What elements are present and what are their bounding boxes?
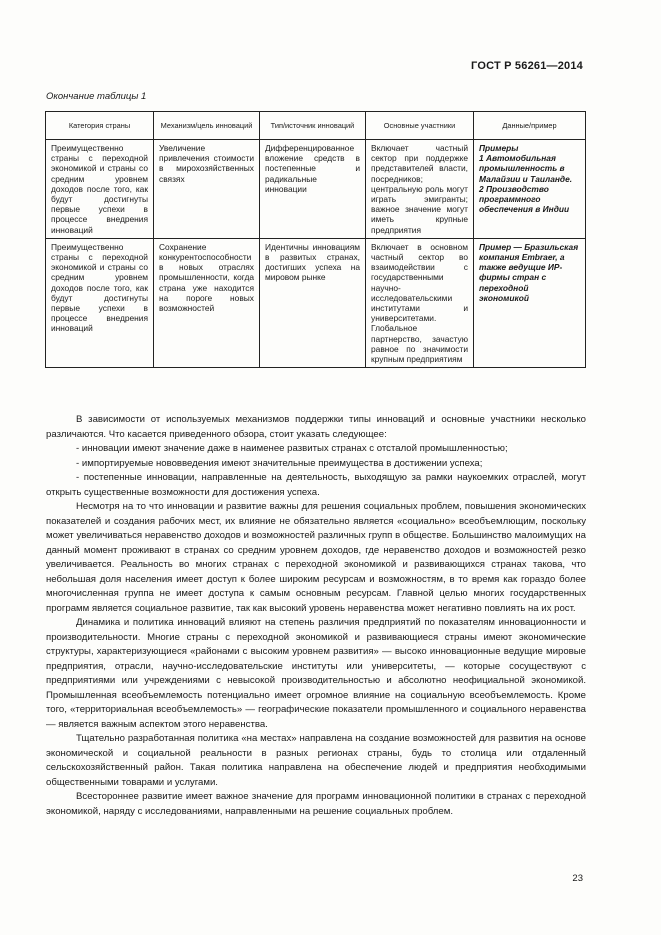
column-header: Тип/источник инноваций — [260, 112, 366, 140]
table-caption: Окончание таблицы 1 — [46, 91, 147, 102]
table-cell-type: Дифференцированное вложение средств в постепенные и радикальные инновации — [260, 140, 366, 239]
column-header: Категория страны — [46, 112, 154, 140]
bullet-item: - постепенные инновации, направленные на деятельность, выходящую за рамки наукоемких отраслей, могут открыть существенные возможности для достижения успеха. — [46, 472, 586, 498]
table-cell-category: Преимущественно страны с переходной экономикой и страны со средним уровнем доходов после того, как будут достигнуты первые успехи в процессе внедрения инноваций — [46, 238, 154, 367]
bullet-item: - импортируемые нововведения имеют значительные преимущества в достижении успеха; — [76, 457, 483, 469]
innovation-table — [45, 111, 586, 368]
table-row — [46, 238, 586, 367]
paragraph: Всестороннее развитие имеет важное значение для программ инновационной политики в странах с переходной экономикой, наряду с исследованиями, направленными на решение социальных проблем. — [46, 791, 586, 817]
page-number: 23 — [572, 873, 583, 884]
table-cell-participants: Включает в основном частный сектор во взаимодействии с государственными научно-исследовательскими институтами и университетами. Глобальное партнерство, зачастую равное по значимости крупным предприятиям — [366, 238, 474, 367]
paragraph: Тщательно разработанная политика «на местах» направлена на создание возможностей для развития на основе экономической и социальной реальности в разных регионах страны, будь то столица или отдаленный сельскохозяйственный район. Такая политика направлена на обеспечение людей и предприятия необходимыми общественными товарами и услугами. — [46, 733, 586, 788]
column-header: Основные участники — [366, 112, 474, 140]
table-cell-example: Примеры 1 Автомобильная промышленность в Малайзии и Таиланде. 2 Производство программного обеспечения в Индии — [474, 140, 586, 239]
paragraph: В зависимости от используемых механизмов поддержки типы инноваций и основные участники несколько различаются. Что касается приведенного обзора, стоит указать следующее: — [46, 414, 586, 440]
column-header: Данные/пример — [474, 112, 586, 140]
table-row — [46, 140, 586, 239]
body-text — [46, 413, 586, 819]
paragraph: Несмотря на то что инновации и развитие важны для решения социальных проблем, повышения экономических показателей и создания рабочих мест, их влияние не обязательно является «социально» всеобъемлющим, поскольку может увеличиваться неравенство доходов и возможностей различных групп в обществе. Большинство малоимущих на данный момент проживают в странах со средним уровнем доходов, где неравенство доходов и возможностей резко увеличивается. Реальность во многих странах с переходной экономикой и развивающихся странах такова, что небольшая доля населения имеет доступ к более широким ресурсам и возможностям, в то время как гораздо более многочисленная группа не имеет доступа к самым основным ресурсам. Главной целью многих государственных программ является социальное развитие, так как высокий уровень неравенства может негативно повлиять на их рост. — [46, 501, 586, 614]
bullet-item: - инновации имеют значение даже в наименее развитых странах с отсталой промышленностью; — [76, 443, 508, 454]
document-header: ГОСТ Р 56261—2014 — [471, 60, 583, 72]
table-header-row — [46, 112, 586, 140]
table-cell-category: Преимущественно страны с переходной экономикой и страны со средним уровнем доходов после того, как будут достигнуты первые успехи в процессе внедрения инноваций — [46, 140, 154, 239]
table-cell-type: Идентичны инновациям в развитых странах, достигших успеха на мировом рынке — [260, 238, 366, 367]
table-cell-example: Пример — Бразильская компания Embraer, а также ведущие ИР-фирмы стран с переходной экономикой — [474, 238, 586, 367]
table-cell-mechanism: Сохранение конкурентоспособности в новых отраслях промышленности, когда страна уже находится на пороге новых возможностей — [154, 238, 260, 367]
paragraph: Динамика и политика инноваций влияют на степень различия предприятий по показателям инновационности и производительности. Многие страны с переходной экономикой и развивающиеся страны имеют экономические структуры, характеризующиеся «районами с высоким уровнем развития» — высоко инновационные ведущие мировые предприятия, отрасли, научно-исследовательские институты или университеты, — которые сосуществуют с предприятиями или учреждениями с невысокой производительностью и абсолютно неофициальной экономикой. Промышленная всеобъемлемость потенциально имеет огромное влияние на социальную всеобъемлемость. Кроме того, «территориальная всеобъемлемость» — географические показатели промышленного и социального неравенства — является важным аспектом этого неравенства. — [46, 617, 586, 730]
table-cell-participants: Включает частный сектор при поддержке представителей власти, посредников; центральную роль могут играть эмигранты; важное значение могут иметь крупные предприятия — [366, 140, 474, 239]
column-header: Механизм/цель инноваций — [154, 112, 260, 140]
table-cell-mechanism: Увеличение привлечения стоимости в мирохозяйственных связях — [154, 140, 260, 239]
